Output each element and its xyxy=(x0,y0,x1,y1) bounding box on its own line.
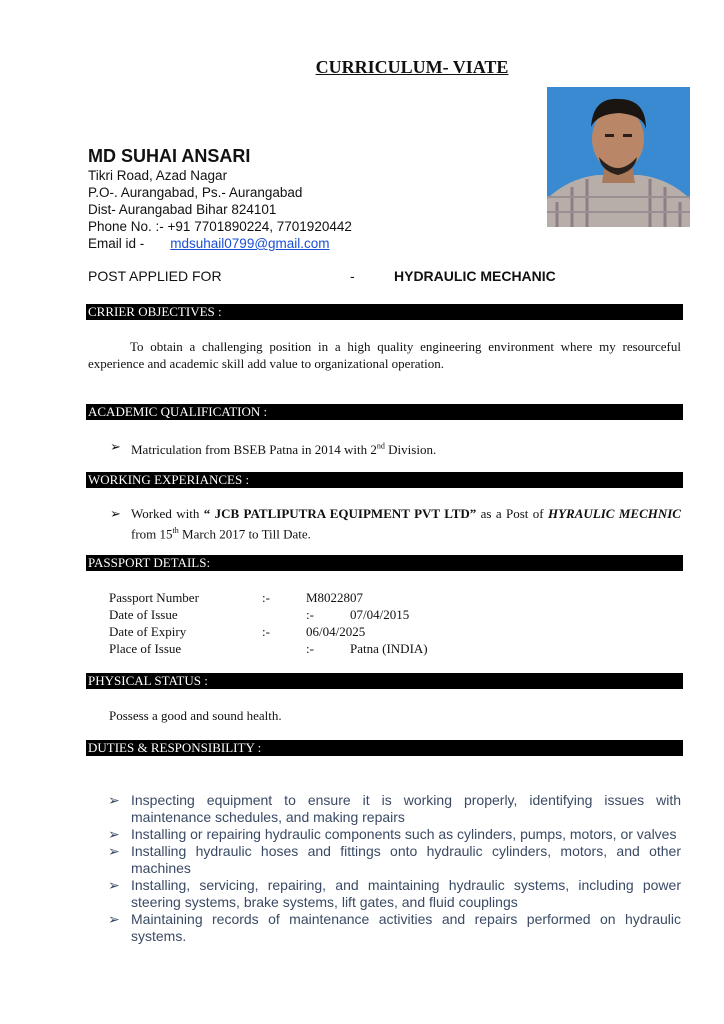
place-of-issue-label: Place of Issue xyxy=(109,641,182,656)
section-objectives-header: CRRIER OBJECTIVES : xyxy=(86,304,683,320)
post-applied-label: POST APPLIED FOR xyxy=(88,268,222,284)
physical-status-text: Possess a good and sound health. xyxy=(109,708,282,723)
bullet-arrow-icon: ➢ xyxy=(110,439,121,454)
duties-list xyxy=(108,792,681,945)
person-photo-icon xyxy=(547,87,690,227)
document-title: CURRICULUM- VIATE xyxy=(315,57,509,77)
address-line-1: Tikri Road, Azad Nagar xyxy=(88,168,228,183)
post-applied-separator: - xyxy=(350,268,355,284)
section-physical-header: PHYSICAL STATUS : xyxy=(86,673,683,689)
place-of-issue-value: Patna (INDIA) xyxy=(350,641,428,656)
address-line-2: P.O-. Aurangabad, Ps.- Aurangabad xyxy=(88,185,303,200)
work-text: Worked with “ JCB PATLIPUTRA EQUIPMENT PVT LTD” as a Post of HYRAULIC MECHNIC from 15th March 2017 to Till Date. xyxy=(131,506,681,542)
work-item xyxy=(110,505,681,542)
bullet-arrow-icon: ➢ xyxy=(108,843,120,859)
section-working-header: WORKING EXPERIANCES : xyxy=(86,472,683,488)
section-duties-header: DUTIES & RESPONSIBILITY : xyxy=(86,740,683,756)
bullet-arrow-icon: ➢ xyxy=(108,792,120,808)
passport-number-sep: :- xyxy=(262,590,270,605)
address-line-3: Dist- Aurangabad Bihar 824101 xyxy=(88,202,277,217)
date-of-expiry-sep: :- xyxy=(262,624,270,639)
date-of-issue-sep: :- xyxy=(306,607,314,622)
profile-photo xyxy=(547,87,690,227)
list-item: ➢ Maintaining records of maintenance activities and repairs performed on hydraulic systems. xyxy=(108,911,681,944)
bullet-arrow-icon: ➢ xyxy=(108,911,120,927)
list-item: ➢ Inspecting equipment to ensure it is working properly, identifying issues with maintenance schedules, and making repairs xyxy=(108,792,681,825)
post-applied-value: HYDRAULIC MECHANIC xyxy=(394,268,556,284)
place-of-issue-sep: :- xyxy=(306,641,314,656)
email-link[interactable]: mdsuhail0799@gmail.com xyxy=(170,236,330,251)
bullet-arrow-icon: ➢ xyxy=(108,877,120,893)
date-of-expiry-value: 06/04/2025 xyxy=(306,624,366,639)
email-label: Email id - xyxy=(88,236,145,251)
date-of-expiry-label: Date of Expiry xyxy=(109,624,187,639)
list-item: ➢ Installing, servicing, repairing, and maintaining hydraulic systems, including power steering systems, brake systems, lift gates, and fluid couplings xyxy=(108,877,681,910)
list-item: ➢ Installing or repairing hydraulic components such as cylinders, pumps, motors, or valves xyxy=(108,826,677,842)
date-of-issue-label: Date of Issue xyxy=(109,607,178,622)
passport-number-label: Passport Number xyxy=(109,590,199,605)
email-line xyxy=(88,235,330,252)
candidate-name: MD SUHAI ANSARI xyxy=(88,146,251,166)
bullet-arrow-icon: ➢ xyxy=(108,826,120,842)
list-item: ➢ Installing hydraulic hoses and fittings onto hydraulic cylinders, motors, and other machines xyxy=(108,843,681,876)
bullet-arrow-icon: ➢ xyxy=(110,506,121,521)
passport-number-value: M8022807 xyxy=(306,590,364,605)
section-passport-header: PASSPORT DETAILS: xyxy=(86,555,683,571)
section-academic-header: ACADEMIC QUALIFICATION : xyxy=(86,404,683,420)
academic-item xyxy=(110,438,680,458)
academic-text: Matriculation from BSEB Patna in 2014 with 2nd Division. xyxy=(131,442,437,458)
date-of-issue-value: 07/04/2015 xyxy=(350,607,410,622)
objective-text: To obtain a challenging position in a high quality engineering environment where my resourceful experience and academic skill add value to organizational operation. xyxy=(88,339,681,371)
phone-line: Phone No. :- +91 7701890224, 7701920442 xyxy=(88,219,352,234)
